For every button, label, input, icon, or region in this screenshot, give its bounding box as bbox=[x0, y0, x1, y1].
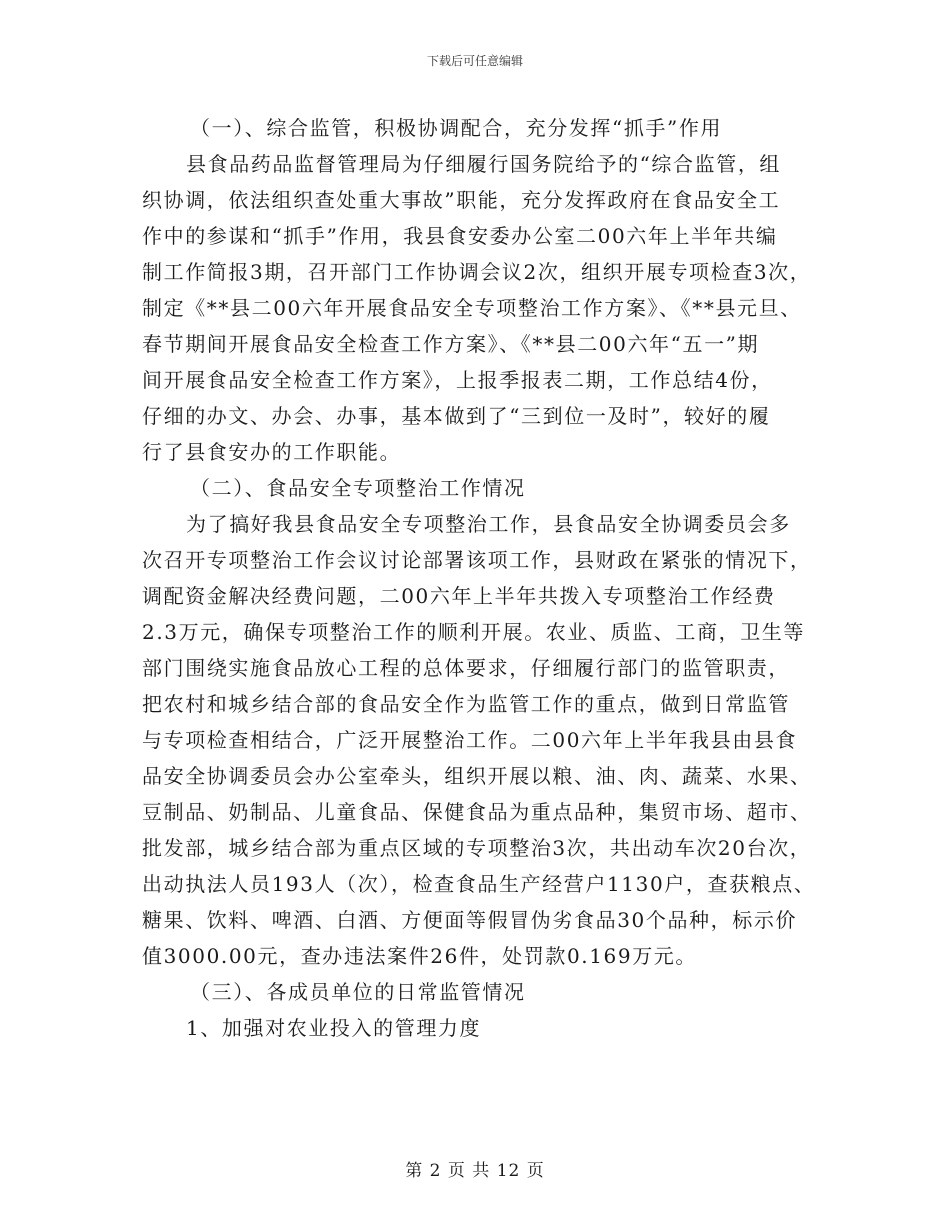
paragraph-line: 织协调，依法组织查处重大事故”职能，充分发挥政府在食品安全工 bbox=[142, 188, 781, 212]
paragraph-line: 值3000.00元，查办违法案件26件，处罚款0.169万元。 bbox=[142, 944, 698, 968]
paragraph-line: 仔细的办文、办会、办事，基本做到了“三到位一及时”，较好的履 bbox=[142, 404, 771, 428]
paragraph-line: 作中的参谋和“抓手”作用，我县食安委办公室二00六年上半年共编 bbox=[142, 224, 778, 248]
section-3-heading: （三）、各成员单位的日常监管情况 bbox=[190, 980, 526, 1004]
paragraph-line: 批发部，城乡结合部为重点区域的专项整治3次，共出动车次20台次， bbox=[142, 836, 812, 860]
paragraph-line: 制工作简报3期，召开部门工作协调会议2次，组织开展专项检查3次， bbox=[142, 260, 812, 284]
paragraph-line: 县食品药品监督管理局为仔细履行国务院给予的“综合监管，组 bbox=[186, 152, 782, 176]
paragraph-line: 出动执法人员193人（次），检查食品生产经营户1130户，查获粮点、 bbox=[142, 872, 816, 896]
paragraph-line: 2.3万元，确保专项整治工作的顺利开展。农业、质监、工商，卫生等 bbox=[142, 620, 806, 644]
paragraph-line: 行了县食安办的工作职能。 bbox=[142, 440, 402, 464]
paragraph-line: 部门围绕实施食品放心工程的总体要求，仔细履行部门的监管职责， bbox=[142, 656, 790, 680]
paragraph-line: 糖果、饮料、啤酒、白酒、方便面等假冒伪劣食品30个品种，标示价 bbox=[142, 908, 798, 932]
section-1-heading: （一）、综合监管，积极协调配合，充分发挥“抓手”作用 bbox=[190, 116, 723, 140]
section-2-heading: （二）、食品安全专项整治工作情况 bbox=[190, 476, 526, 500]
paragraph-line: 豆制品、奶制品、儿童食品、保健食品为重点品种，集贸市场、超市、 bbox=[142, 800, 812, 824]
section-3-subheading: 1、加强对农业投入的管理力度 bbox=[186, 1016, 482, 1040]
paragraph-line: 次召开专项整治工作会议讨论部署该项工作，县财政在紧张的情况下， bbox=[142, 548, 812, 572]
paragraph-line: 间开展食品安全检查工作方案》，上报季报表二期，工作总结4份， bbox=[142, 368, 773, 392]
paragraph-line: 制定《**县二00六年开展食品安全专项整治工作方案》、《**县元旦、 bbox=[142, 296, 802, 320]
paragraph-line: 与专项检查相结合，广泛开展整治工作。二00六年上半年我县由县食 bbox=[142, 728, 798, 752]
paragraph-line: 为了搞好我县食品安全专项整治工作，县食品安全协调委员会多 bbox=[186, 512, 791, 536]
document-body bbox=[142, 110, 822, 1046]
paragraph-line: 春节期间开展食品安全检查工作方案》、《**县二00六年“五一”期 bbox=[142, 332, 760, 356]
paragraph-line: 品安全协调委员会办公室牵头，组织开展以粮、油、肉、蔬菜、水果、 bbox=[142, 764, 812, 788]
paragraph-line: 把农村和城乡结合部的食品安全作为监管工作的重点，做到日常监管 bbox=[142, 692, 790, 716]
page-header-note: 下载后可任意编辑 bbox=[426, 54, 523, 68]
paragraph-line: 调配资金解决经费问题，二00六年上半年共拨入专项整治工作经费 bbox=[142, 584, 776, 608]
page-number-footer: 第 2 页 共 12 页 bbox=[405, 1161, 545, 1181]
